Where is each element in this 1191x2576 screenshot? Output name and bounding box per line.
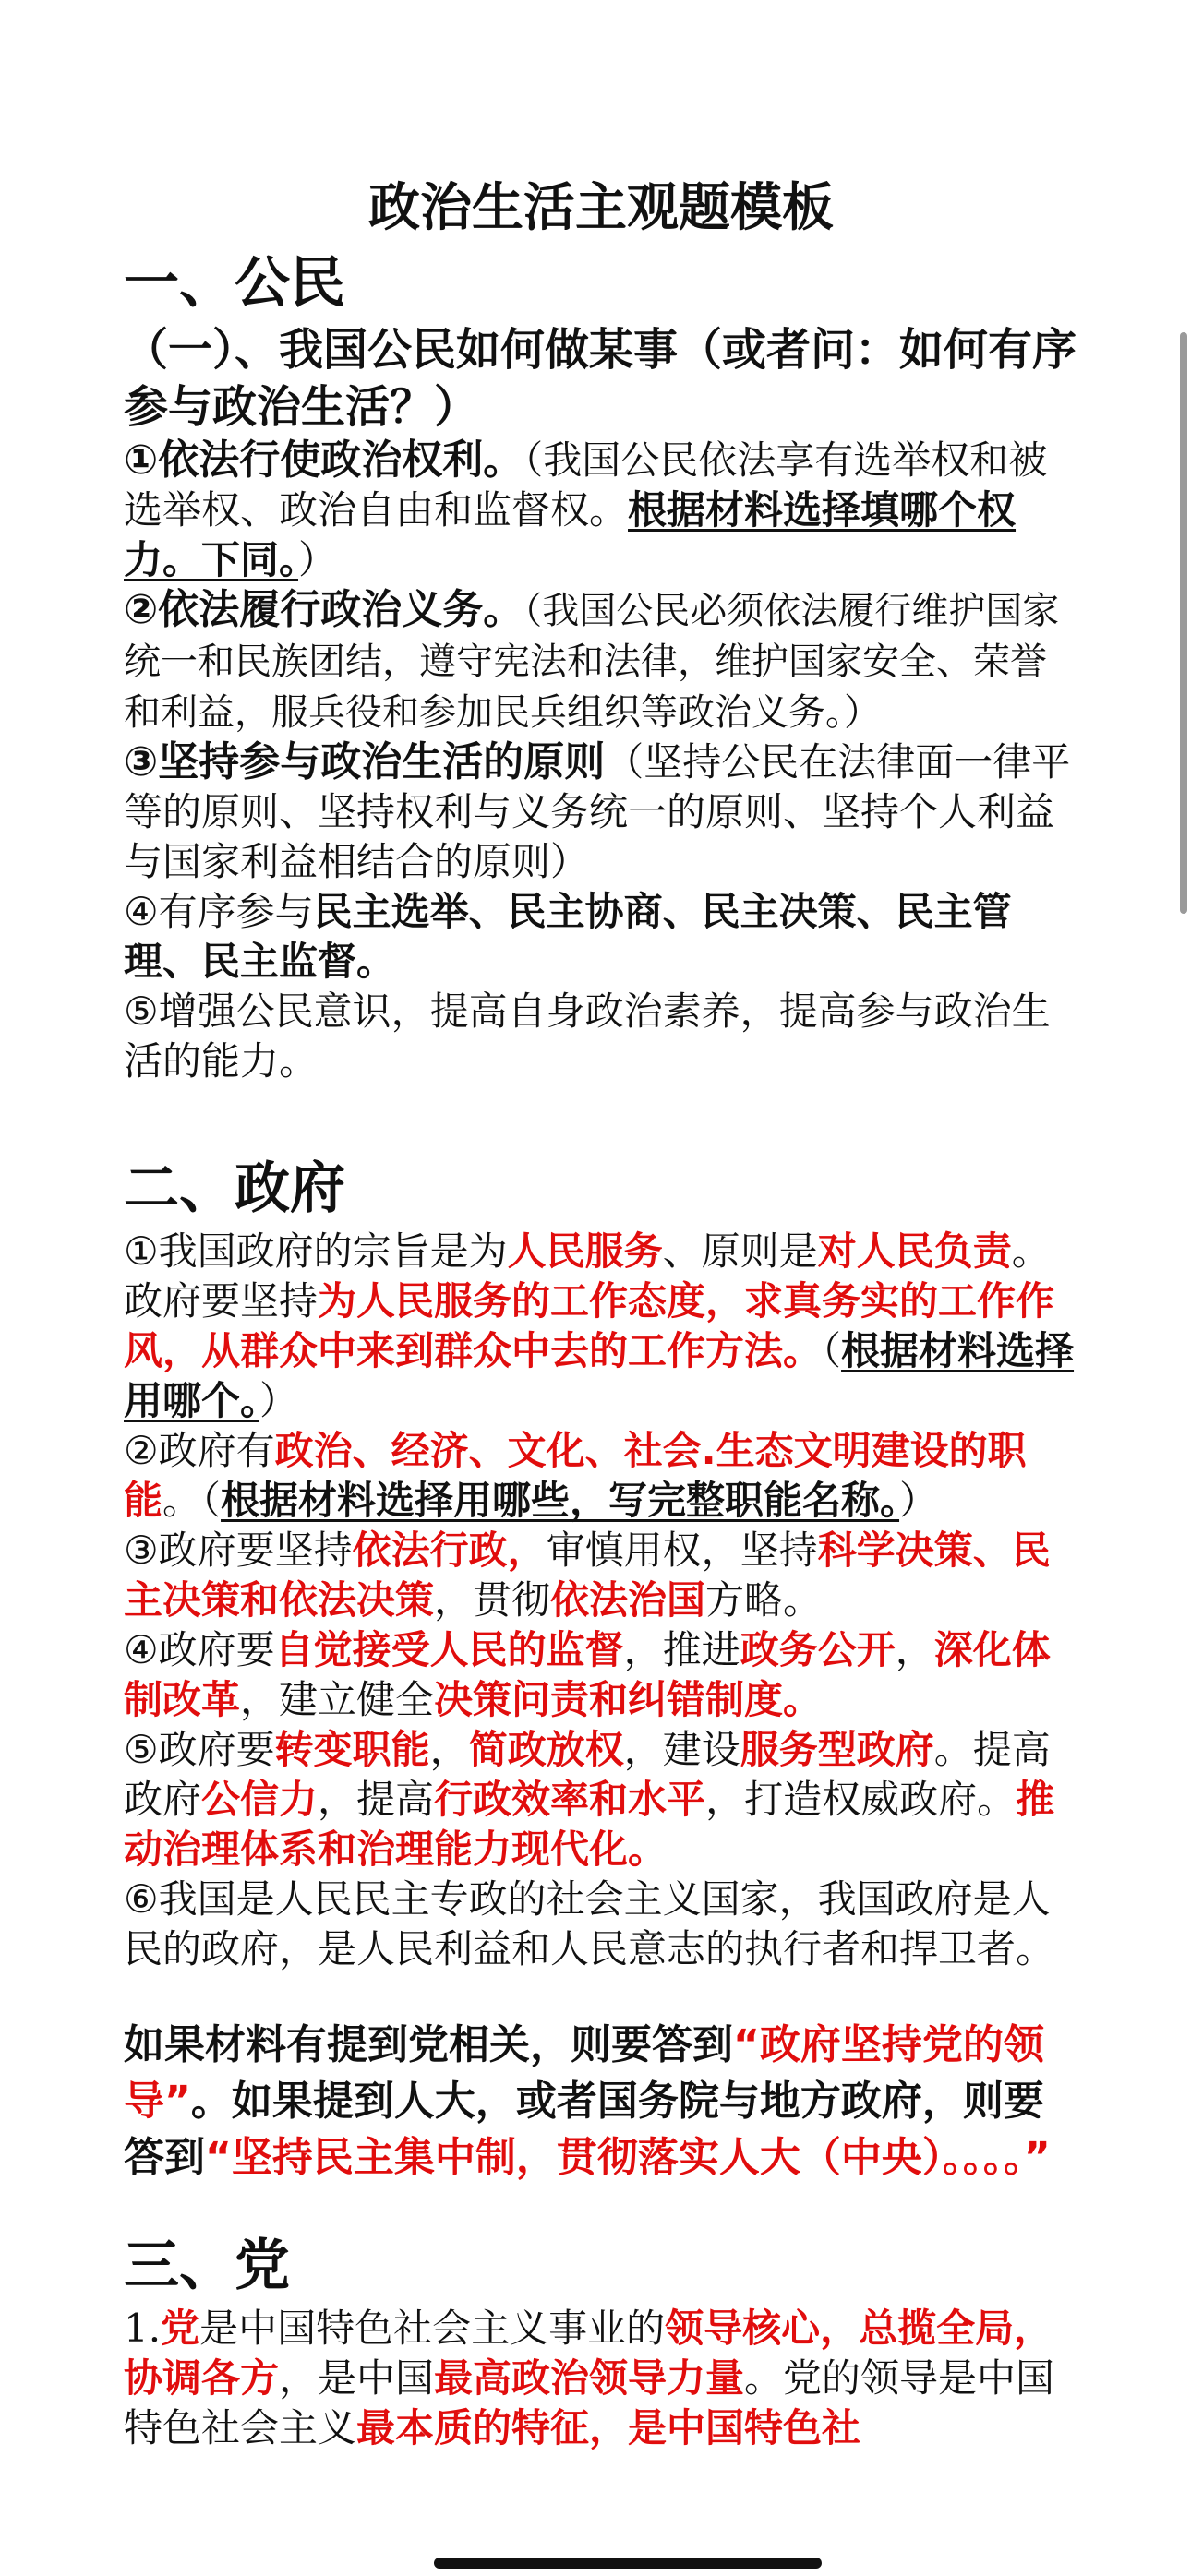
point-1-instruction: 根据材料选择填哪个权力。下同。 <box>124 487 1017 582</box>
government-point-6: ⑥我国是人民民主专政的社会主义国家，我国政府是人民的政府，是人民利益和人民意志的执行者和捍卫者。 <box>124 1876 1055 1971</box>
party-1-red-highest: 最高政治领导力量 <box>434 2355 745 2401</box>
gov-5-red-governance: 推动治理体系和治理能力现代化。 <box>124 1777 1055 1872</box>
party-1-red-tail: ，是中国特色社 <box>589 2405 861 2450</box>
party-1-text-e: ，是中国 <box>279 2355 435 2401</box>
citizen-point-2 <box>124 585 1078 737</box>
gov-3-text-e: ，贯彻 <box>434 1577 551 1623</box>
point-2-lead: ②依法履行政治义务。 <box>124 586 524 633</box>
party-1-red-core: 领导核心，总揽全局，协调各方 <box>124 2306 1053 2401</box>
point-2-detail: （我国公民必须依法履行维护国家统一和民族团结，遵守宪法和法律，维护国家安全、荣誉和利益，服兵役和参加民兵组织等政治义务。） <box>124 590 1060 734</box>
note-text-c: 。如果提到人大，或者国务院与地方政府，则要答到 <box>124 2078 1044 2181</box>
point-1-detail: （我国公民依法享有选举权和被选举权、政治自由和监督权。 <box>124 437 1048 533</box>
government-point-3 <box>124 1526 1078 1625</box>
gov-5-text-i: ，提高 <box>318 1777 435 1822</box>
gov-4-text-g: ，建立健全 <box>240 1677 435 1722</box>
document-body <box>124 172 1078 2453</box>
scrollbar[interactable] <box>1180 332 1187 914</box>
gov-3-text-a: ③政府要坚持 <box>124 1528 353 1573</box>
gov-1-text-e: 。政府要坚持 <box>124 1228 1051 1324</box>
gov-3-text-c: 审慎用权，坚持 <box>546 1528 818 1573</box>
government-point-2 <box>124 1426 1078 1526</box>
gov-2-open: 。（ <box>162 1478 222 1523</box>
section-heading-citizen: 一、公民 <box>124 251 345 316</box>
gov-5-text-g: 。提高政府 <box>124 1727 1051 1822</box>
point-3-detail: （坚持公民在法律面一律平等的原则、坚持权利与义务统一的原则、坚持个人利益与国家利益相结合的原则） <box>124 739 1071 884</box>
gov-2-text-a: ②政府有 <box>124 1428 275 1473</box>
gov-1-red-work-style: 为人民服务的工作态度，求真务实的工作作风，从群众中来到群众中去的工作方法。 <box>124 1278 1055 1373</box>
home-indicator[interactable] <box>434 2558 822 2569</box>
gov-1-open: （ <box>822 1328 842 1373</box>
section-heading-government: 二、政府 <box>124 1156 345 1221</box>
gov-4-text-e: ， <box>895 1627 934 1672</box>
gov-1-instruction: 根据材料选择用哪个。 <box>124 1328 1075 1423</box>
gov-5-red-streamline: 简政放权 <box>468 1727 624 1772</box>
party-1-text-c: 是中国特色社会主义事业的 <box>199 2306 666 2351</box>
point-1-close: ） <box>298 537 338 582</box>
gov-5-red-functions: 转变职能 <box>274 1727 430 1772</box>
section-heading-party: 三、党 <box>124 2234 290 2298</box>
gov-4-red-reform: 深化体制改革 <box>124 1627 1051 1722</box>
gov-5-text-e: ，建设 <box>623 1727 740 1772</box>
page-title: 政治生活主观题模板 <box>368 178 834 238</box>
gov-2-instruction: 根据材料选择用哪些，写完整职能名称。 <box>221 1478 900 1523</box>
gov-2-red-functions: 政治、经济、文化、社会.生态文明建设的职能 <box>124 1428 1027 1523</box>
gov-1-text-c: 、原则是 <box>662 1228 818 1274</box>
note-red-party: “政府坚持党的领导” <box>124 2021 1044 2125</box>
party-1-number: 1. <box>124 2306 162 2351</box>
gov-5-red-service: 服务型政府 <box>740 1727 934 1772</box>
citizen-point-5: ⑤增强公民意识，提高自身政治素养，提高参与政治生活的能力。 <box>124 988 1051 1084</box>
gov-1-text-a: ①我国政府的宗旨是为 <box>124 1228 508 1274</box>
gov-4-red-accountability: 决策问责和纠错制度。 <box>434 1677 823 1722</box>
note-text-a: 如果材料有提到党相关，则要答到 <box>124 2021 733 2068</box>
government-point-1 <box>124 1227 1078 1426</box>
gov-3-red-decision: 科学决策、民主决策和依法决策 <box>124 1528 1051 1623</box>
citizen-point-4 <box>124 887 1078 987</box>
gov-5-text-k: ，打造权威政府。 <box>705 1777 1017 1822</box>
gov-4-text-a: ④政府要 <box>124 1627 275 1672</box>
gov-5-red-credibility: 公信力 <box>201 1777 319 1822</box>
gov-5-text-a: ⑤政府要 <box>124 1727 275 1772</box>
gov-1-red-responsible: 对人民负责 <box>817 1228 1012 1274</box>
government-point-5 <box>124 1725 1078 1875</box>
citizen-point-3 <box>124 737 1078 887</box>
gov-1-red-serve: 人民服务 <box>507 1228 663 1274</box>
gov-4-red-open-affairs: 政务公开 <box>740 1627 896 1672</box>
gov-3-red-law: 依法行政， <box>352 1528 547 1573</box>
gov-4-red-supervision: 自觉接受人民的监督 <box>274 1627 624 1672</box>
citizen-point-1 <box>124 436 1078 585</box>
gov-3-red-rule-of-law: 依法治国 <box>550 1577 706 1623</box>
subheading-citizen-question: （一）、我国公民如何做某事（或者问：如何有序参与政治生活？） <box>124 324 1077 433</box>
party-1-red-essential: 最本质的特征 <box>356 2405 590 2450</box>
gov-5-red-efficiency: 行政效率和水平 <box>434 1777 706 1822</box>
note-red-centralism: “坚持民主集中制，贯彻落实人大（中央）。。。。” <box>205 2134 1051 2181</box>
gov-4-text-c: ，推进 <box>623 1627 740 1672</box>
point-3-lead: ③坚持参与政治生活的原则 <box>124 738 606 785</box>
party-point-1 <box>124 2304 1078 2453</box>
gov-2-close: ） <box>899 1478 939 1523</box>
party-npc-note <box>124 2017 1078 2186</box>
point-1-lead: ①依法行使政治权利。 <box>124 437 524 484</box>
point-4-lead: ④有序参与 <box>124 889 314 934</box>
gov-3-text-g: 方略。 <box>705 1577 823 1623</box>
party-1-text-g: 。党的领导是中国特色社会主义 <box>124 2355 1055 2450</box>
gov-1-close: ） <box>259 1378 299 1423</box>
party-1-red-party: 党 <box>161 2306 200 2351</box>
point-4-detail: 民主选举、民主协商、民主决策、民主管理、民主监督。 <box>124 889 1012 984</box>
gov-5-text-c: ， <box>429 1727 469 1772</box>
government-point-4 <box>124 1625 1078 1725</box>
